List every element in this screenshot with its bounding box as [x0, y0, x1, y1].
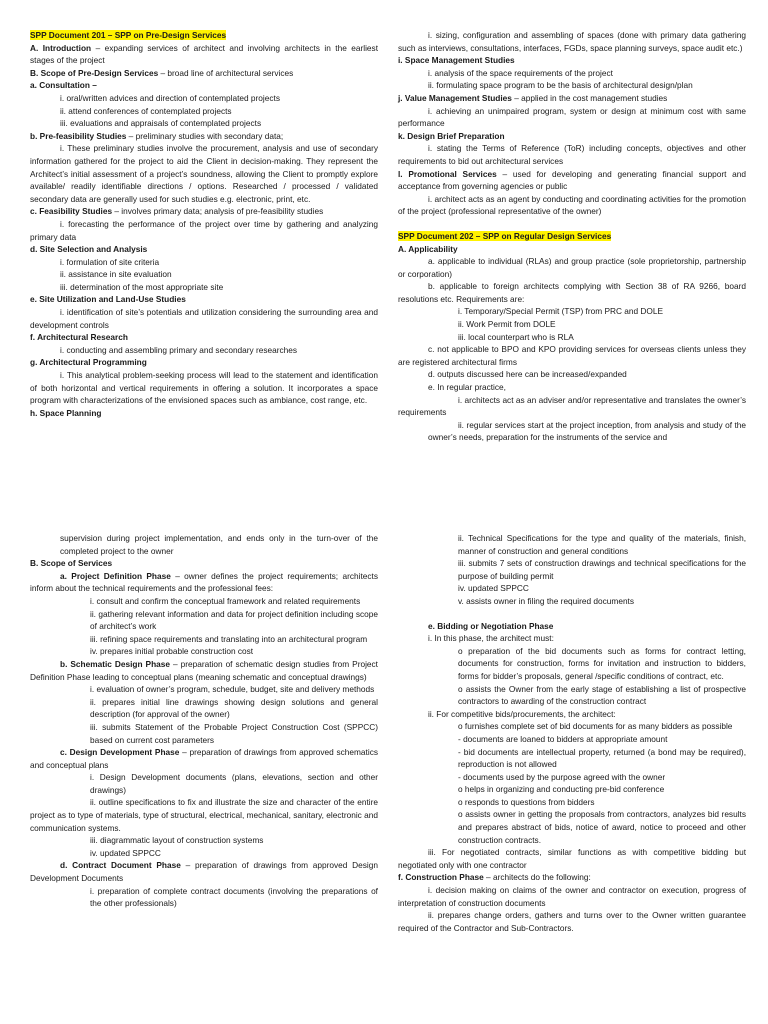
section-introduction: A. Introduction – expanding services of architect and involving architects in the earliest stages of the project [30, 42, 378, 66]
list-item: i. evaluation of owner’s program, schedule, budget, site and delivery methods [90, 684, 375, 695]
list-item: o assists the Owner from the early stage of establishing a list of prospective contractors to awarding of the construction contract [458, 683, 746, 707]
list-item: ii. formulating space program to be the basis of architectural design/plan [428, 80, 693, 91]
list-item: o helps in organizing and conducting pre-bid conference [458, 784, 665, 795]
list-item: i. Design Development documents (plans, elevations, section and other drawings) [90, 772, 378, 795]
paragraph: i. architect acts as an agent by conducting and coordinating activities for the promotion of the project (professional representative of the owner) [398, 193, 746, 217]
list-item: iii. evaluations and appraisals of contemplated projects [60, 118, 262, 129]
paragraph: i. decision making on claims of the owner and contractor on execution, progress of interpretation of construction documents [398, 885, 746, 908]
paragraph: i. stating the Terms of Reference (ToR) including concepts, objectives and other requirements to bid out architectural services [398, 143, 746, 166]
heading-schematic-design: b. Schematic Design Phase – preparation of schematic design studies from Project Definition Phase leading to conceptual plans (meaning schematic and conceptual drawings) [30, 658, 378, 682]
list-item: i. preparation of complete contract documents (involving the preparations of the other professionals) [90, 885, 378, 909]
list-item: o assists owner in getting the proposals from contractors, analyzes bid results and prepares abstract of bids, notice of award, notice to proceed and other construction contracts. [458, 809, 746, 845]
paragraph: i. forecasting the performance of the project over time by gathering and analyzing primary data [30, 218, 378, 242]
heading-site-utilization: e. Site Utilization and Land-Use Studies [30, 294, 186, 305]
page2-left-column [30, 532, 378, 910]
list-item: o preparation of the bid documents such as forms for contract letting, documents for construction, forms for invitation and instruction to bidders, forms for bidder’s proposals, general /specific conditions of contract, etc. [458, 645, 746, 681]
paragraph: i. identification of site’s potentials and utilization considering the surrounding area and development controls [30, 307, 378, 330]
list-item: iii. determination of the most appropriate site [60, 281, 224, 292]
heading-construction-phase: f. Construction Phase – architects do the following: [398, 872, 591, 883]
page2-right-column [398, 532, 746, 934]
heading-design-development: c. Design Development Phase – preparation of drawings from approved schematics and conceptual plans [30, 747, 378, 770]
heading-design-brief: k. Design Brief Preparation [398, 130, 505, 141]
doc202-title: SPP Document 202 – SPP on Regular Design Services [398, 230, 612, 241]
paragraph: i. achieving an unimpaired program, system or design at minimum cost with same performance [398, 105, 746, 129]
paragraph: b. applicable to foreign architects complying with Section 38 of RA 9266, board resolutions etc. Requirements are: [398, 281, 746, 304]
list-item: - documents are loaned to bidders at appropriate amount [458, 733, 668, 744]
list-item: - documents used by the purpose agreed with the owner [458, 771, 666, 782]
heading-promotional-services: l. Promotional Services – used for developing and generating financial support and acceptance from governing agencies or public [398, 168, 746, 192]
list-item: o responds to questions from bidders [458, 796, 595, 807]
list-item: iii. submits Statement of the Probable Project Construction Cost (SPPCC) based on current cost parameters [90, 721, 378, 745]
list-item: iii. local counterpart who is RLA [458, 331, 574, 342]
heading-consultation: a. Consultation – [30, 80, 97, 91]
heading-architectural-programming: g. Architectural Programming [30, 357, 147, 368]
list-item: ii. For competitive bids/procurements, the architect: [428, 708, 616, 719]
list-item: iii. submits 7 sets of construction drawings and technical specifications for the purpose of building permit [458, 558, 746, 581]
heading-bidding-negotiation: e. Bidding or Negotiation Phase [428, 620, 554, 631]
list-item: e. In regular practice, [428, 382, 506, 393]
paragraph: a. applicable to individual (RLAs) and group practice (sole proprietorship, partnership or corporation) [398, 256, 746, 279]
paragraph: c. not applicable to BPO and KPO providing services for overseas clients unless they are registered architectural firms [398, 344, 746, 367]
paragraph: iii. For negotiated contracts, similar functions as with competitive bidding but negotiated only with one contractor [398, 847, 746, 870]
paragraph: ii. regular services start at the project inception, from analysis and study of the owner’s needs, preparation for the instruments of the service and [428, 419, 746, 443]
list-item: i. formulation of site criteria [60, 256, 160, 267]
list-item: i. analysis of the space requirements of the project [428, 67, 613, 78]
list-item: iii. diagrammatic layout of construction systems [90, 835, 264, 846]
heading-space-planning: h. Space Planning [30, 407, 102, 418]
list-item: - bid documents are intellectual property, returned (a bond may be required), reproduction is not allowed [458, 746, 746, 770]
paragraph: i. architects act as an adviser and/or representative and translates the owner’s requirements [398, 394, 746, 418]
paragraph: ii. outline specifications to fix and illustrate the size and character of the entire project as to type of materials, type of structural, electrical, mechanical, sanitary, electronic and communication systems. [30, 797, 378, 833]
list-item: i. consult and confirm the conceptual framework and related requirements [90, 595, 361, 606]
section-scope-predesign: B. Scope of Pre-Design Services – broad line of architectural services [30, 67, 294, 78]
page1-left-column [30, 29, 378, 419]
list-item: o furnishes complete set of bid documents for as many bidders as possible [458, 721, 733, 732]
page1-right-column [398, 29, 746, 444]
list-item: i. oral/written advices and direction of contemplated projects [60, 92, 280, 103]
list-item: i. In this phase, the architect must: [428, 633, 554, 644]
list-item: iv. updated SPPCC [458, 583, 529, 594]
list-item: ii. assistance in site evaluation [60, 269, 172, 280]
paragraph: i. This analytical problem-seeking process will lead to the statement and identification of both horizontal and vertical requirements in offering a solution. It incorporates a space program with characterizations of the envisioned spaces such as ambiance, cost range, etc. [30, 370, 378, 406]
list-item: ii. attend conferences of contemplated projects [60, 105, 232, 116]
paragraph: i. These preliminary studies involve the procurement, analysis and use of secondary information gathered for the project to aid the Client in decision-making. They represent the Architect’s initial assessment of a project’s soundness, allowing the Client to promptly explore available/ readily identifiable directions / options. Researched / processed / validated secondary data are generally used for such studies e.g. electronic, print, etc. [30, 143, 378, 204]
paragraph: ii. prepares change orders, gathers and turns over to the Owner written guarantee required of the Contractor and Sub-Contractors. [398, 910, 746, 933]
heading-architectural-research: f. Architectural Research [30, 332, 128, 343]
heading-applicability: A. Applicability [398, 243, 458, 254]
list-item: ii. Work Permit from DOLE [458, 319, 556, 330]
list-item: iv. updated SPPCC [90, 847, 161, 858]
list-item: d. outputs discussed here can be increased/expanded [428, 369, 627, 380]
paragraph: supervision during project implementation, and ends only in the turn-over of the completed project to the owner [60, 533, 378, 556]
heading-project-definition: a. Project Definition Phase – owner defines the project requirements; architects inform about the technical requirements and the professional fees: [30, 570, 378, 594]
doc201-title: SPP Document 201 – SPP on Pre-Design Services [30, 30, 227, 40]
list-item: i. Temporary/Special Permit (TSP) from PRC and DOLE [458, 306, 664, 317]
list-item: iii. refining space requirements and translating into an architectural program [90, 633, 368, 644]
heading-scope-of-services: B. Scope of Services [30, 558, 113, 569]
heading-contract-document: d. Contract Document Phase – preparation of drawings from approved Design Development Documents [30, 860, 378, 884]
list-item: iv. prepares initial probable construction cost [90, 646, 254, 657]
heading-prefeasibility: b. Pre-feasibility Studies – preliminary studies with secondary data; [30, 130, 284, 141]
list-item: i. conducting and assembling primary and secondary researches [60, 344, 298, 355]
heading-site-selection: d. Site Selection and Analysis [30, 244, 148, 255]
list-item: ii. Technical Specifications for the type and quality of the materials, finish, manner of construction and general conditions [458, 533, 746, 556]
heading-feasibility: c. Feasibility Studies – involves primary data; analysis of pre-feasibility studies [30, 206, 324, 217]
list-item: ii. gathering relevant information and data for project definition including scope of architect’s work [90, 608, 378, 632]
heading-value-management: j. Value Management Studies – applied in the cost management studies [398, 92, 668, 103]
list-item: ii. prepares initial line drawings showing design solutions and general description (for approval of the owner) [90, 696, 378, 720]
paragraph: i. sizing, configuration and assembling of spaces (done with primary data gathering such as interviews, consultations, interfaces, FGDs, space planning surveys, space audit etc.) [398, 30, 746, 53]
list-item: v. assists owner in filing the required documents [458, 595, 635, 606]
heading-space-management: i. Space Management Studies [398, 55, 515, 66]
